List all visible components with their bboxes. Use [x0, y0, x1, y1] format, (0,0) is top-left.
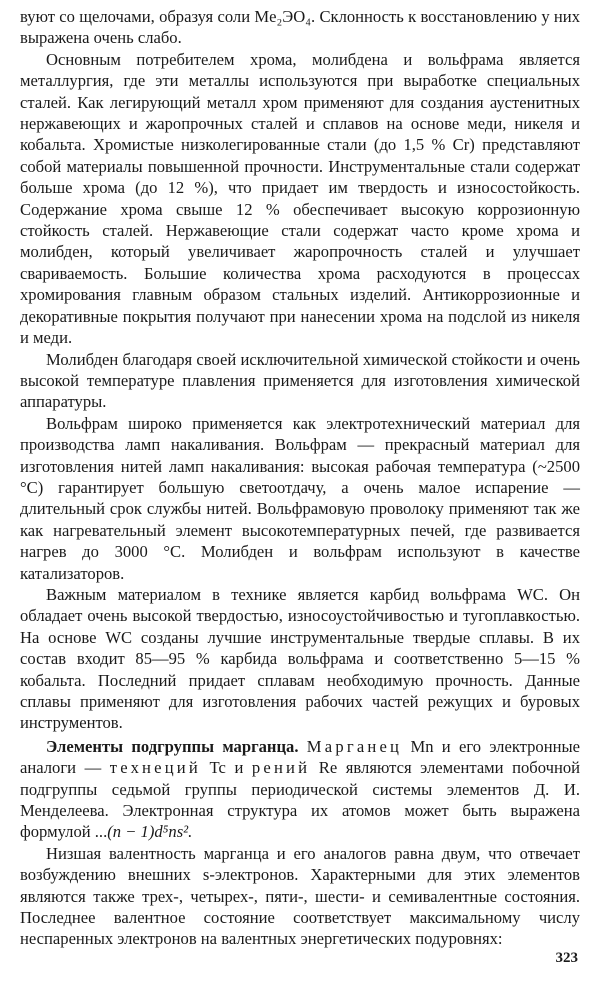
term-technetium: технеций: [109, 758, 201, 778]
paragraph-continuation: вуют со щелочами, образуя соли Me₂ЭO₄. Склонность к восстановлению у них выражена очень слабо.: [20, 7, 580, 48]
term-manganese: Марганец: [306, 736, 403, 756]
paragraph-chromium-uses: Основным потребителем хрома, молибдена и вольфрама является металлургия, где эти металлы используются при выработке специальных сталей. Как легирующий металл хром применяют для создания аустенитных нержавеющих и жаропрочных сталей и сплавов на основе меди, никеля и кобальта. Хромистые низколегированные стали (до 1,5 % Cr) представляют собой материалы повышенной прочности. Инструментальные стали содержат больше хрома (до 12 %), что придает им твердость и износостойкость. Содержание хрома свыше 12 % обеспечивает высокую коррозионную стойкость сталей. Нержавеющие стали содержат часто кроме хрома и молибден, который увеличивает жаропрочность сталей и улучшает свариваемость. Большие количества хрома расходуются в процессах хромирования главным образом стальных изделий. Антикоррозионные и декоративные покрытия получают при нанесении хрома на подслой из никеля и меди.: [20, 49, 580, 348]
body-text: [20, 6, 580, 950]
section-heading: Элементы подгруппы марганца.: [46, 736, 299, 756]
page-number: 323: [555, 950, 578, 966]
text-fragment-3: Re являются элементами побочной подгруппы седьмой группы периодической системы элементов Д. И. Менделеева. Электронная структура их атомов может быть выражена формулой ...: [20, 758, 581, 842]
paragraph-tungsten-carbide: Важным материалом в технике является карбид вольфрама WC. Он обладает очень высокой твердостью, износоустойчивостью и тугоплавкостью. На основе WC созданы лучшие инструментальные твердые сплавы. В их состав входит 85—95 % карбида вольфрама и соответственно 5—15 % кобальта. Последний придает сплавам необходимую прочность. Данные сплавы применяют для изготовления рабочих частей режущих и буровых инструментов.: [20, 584, 580, 733]
text-fragment-2: Tc и: [209, 758, 244, 778]
electron-formula: (n − 1)d⁵ns².: [107, 822, 193, 842]
paragraph-molybdenum-uses: Молибден благодаря своей исключительной химической стойкости и очень высокой температуре плавления применяется для изготовления химической аппаратуры.: [20, 349, 580, 412]
paragraph-manganese-subgroup: [20, 736, 580, 843]
paragraph-valence: Низшая валентность марганца и его аналогов равна двум, что отвечает возбуждению внешних s-электронов. Характерными для этих элементов являются также трех-, четырех-, пяти-, шести- и семивалентные состояния. Последнее валентное состояние соответствует максимальному числу неспаренных электронов на валентных энергетических подуровнях:: [20, 843, 580, 949]
paragraph-tungsten-uses: Вольфрам широко применяется как электротехнический материал для производства ламп накаливания. Вольфрам — прекрасный материал для изготовления нитей ламп накаливания: высокая рабочая температура (~2500 °C) гарантирует большую светоотдачу, а очень малое испарение — длительный срок службы нитей. Вольфрамовую проволоку применяют так же как нагревательный элемент высокотемпературных печей, где развивается нагрев до 3000 °C. Молибден и вольфрам используют в качестве катализаторов.: [20, 413, 580, 583]
term-rhenium: рений: [251, 758, 311, 778]
text-fragment-1: Mn и его электронные аналоги —: [20, 736, 580, 778]
